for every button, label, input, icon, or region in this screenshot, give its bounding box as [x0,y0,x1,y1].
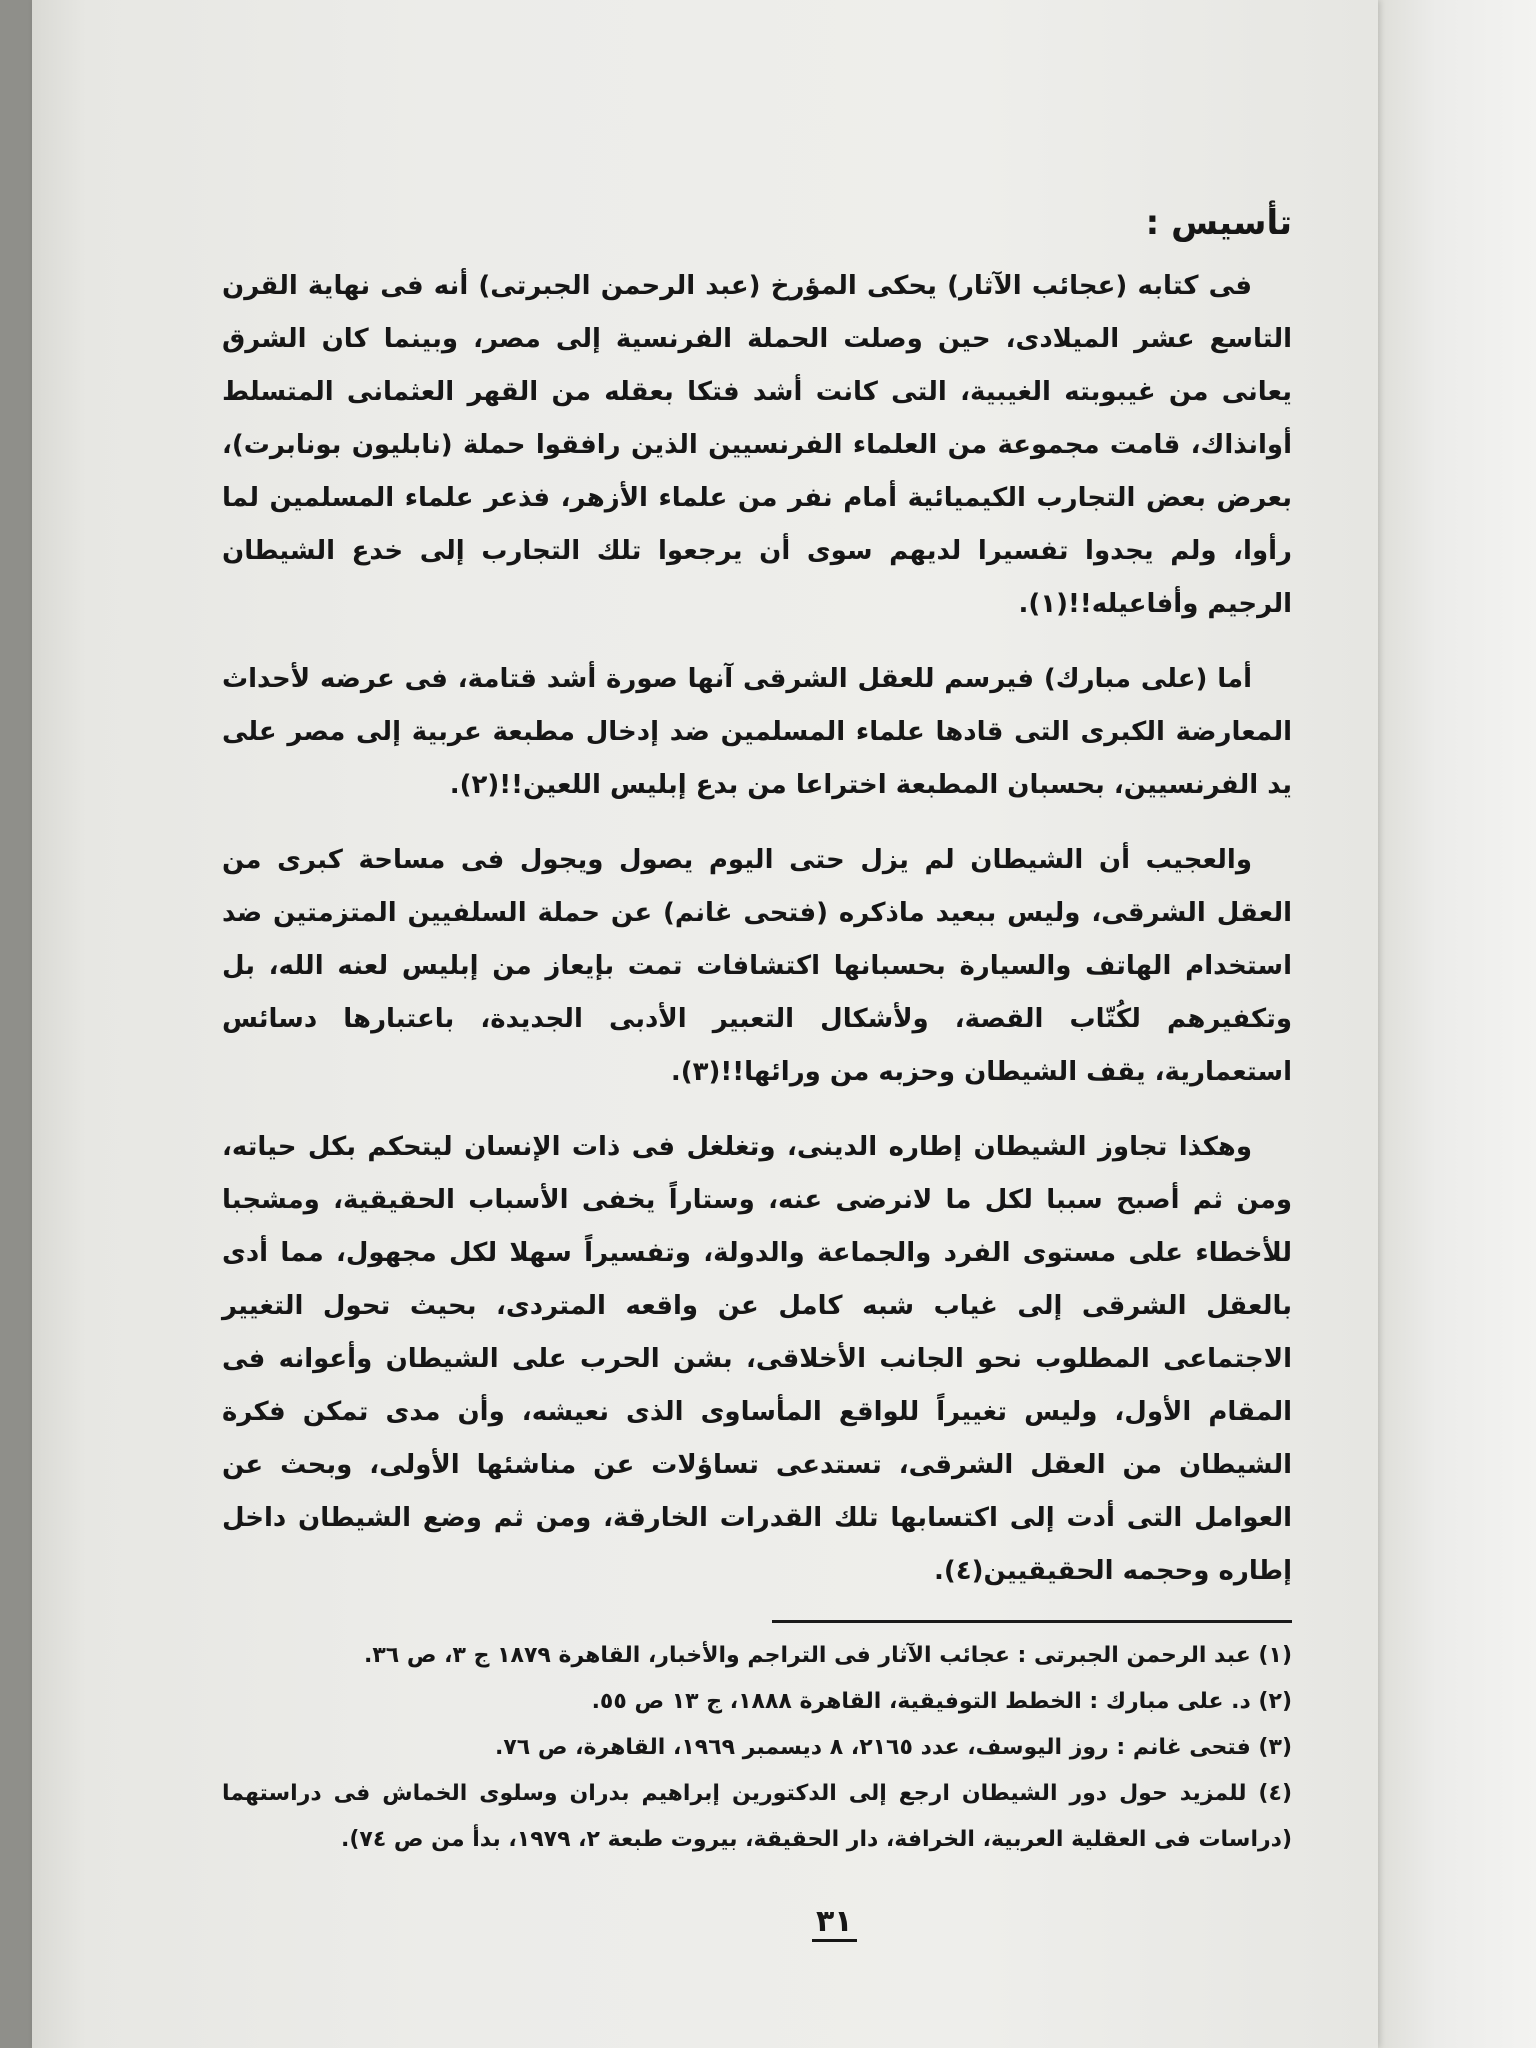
footnote-1: (١) عبد الرحمن الجبرتى : عجائب الآثار فى التراجم والأخبار، القاهرة ١٨٧٩ ج ٣، ص ٣٦. [363,1643,1292,1668]
paragraph-4: وهكذا تجاوز الشيطان إطاره الدينى، وتغلغل فى ذات الإنسان ليتحكم بكل حياته، ومن ثم أصبح سببا لكل ما لانرضى عنه، وستاراً يخفى الأسباب الحقيقية، ومشجبا للأخطاء على مستوى الفرد والجماعة والدولة، وتفسيراً سهلا لكل مجهول، مما أدى بالعقل الشرقى إلى غياب شبه كامل عن واقعه المتردى، بحيث تحول التغيير الاجتماعى المطلوب نحو الجانب الأخلاقى، بشن الحرب على الشيطان وأعوانه فى المقام الأول، وليس تغييراً للواقع المأساوى الذى نعيشه، وأن مدى تمكن فكرة الشيطان من العقل الشرقى، تستدعى تساؤلات عن مناشئها الأولى، وبحث عن العوامل التى أدت إلى اكتسابها تلك القدرات الخارقة، ومن ثم وضع الشيطان داخل إطاره وحجمه الحقيقيين(٤). [222,1132,1292,1586]
paragraph-1: فى كتابه (عجائب الآثار) يحكى المؤرخ (عبد الرحمن الجبرتى) أنه فى نهاية القرن التاسع عشر الميلادى، حين وصلت الحملة الفرنسية إلى مصر، وبينما كان الشرق يعانى من غيبوبته الغيبية، التى كانت أشد فتكا بعقله من القهر العثمانى المتسلط أوانذاك، قامت مجموعة من العلماء الفرنسيين الذين رافقوا حملة (نابليون بونابرت)، بعرض بعض التجارب الكيميائية أمام نفر من علماء الأزهر، فذعر علماء المسلمين لما رأوا، ولم يجدوا تفسيرا لديهم سوى أن يرجعوا تلك التجارب إلى خدع الشيطان الرجيم وأفاعيله!!(١). [222,271,1292,619]
paragraph-2: أما (على مبارك) فيرسم للعقل الشرقى آنها صورة أشد قتامة، فى عرضه لأحداث المعارضة الكبرى التى قادها علماء المسلمين ضد إدخال مطبعة عربية إلى مصر على يد الفرنسيين، بحسبان المطبعة اختراعا من بدع إبليس اللعين!!(٢). [222,664,1292,800]
paragraph-3: والعجيب أن الشيطان لم يزل حتى اليوم يصول ويجول فى مساحة كبرى من العقل الشرقى، وليس ببعيد ماذكره (فتحى غانم) عن حملة السلفيين المتزمتين ضد استخدام الهاتف والسيارة بحسبانها اكتشافات تمت بإيعاز من إبليس لعنه الله، بل وتكفيرهم لكُتّاب القصة، ولأشكال التعبير الأدبى الجديدة، باعتبارها دسائس استعمارية، يقف الشيطان وحزبه من ورائها!!(٣). [222,845,1292,1087]
book-page [32,0,1378,2048]
section-heading: تأسيس : [1145,203,1292,243]
footnote-divider [772,1620,1292,1623]
footnote-2: (٢) د. على مبارك : الخطط التوفيقية، القاهرة ١٨٨٨، ج ١٣ ص ٥٥. [591,1689,1292,1714]
background-right [1370,0,1536,2048]
footnote-3: (٣) فتحى غانم : روز اليوسف، عدد ٢١٦٥، ٨ ديسمبر ١٩٦٩، القاهرة، ص ٧٦. [495,1735,1292,1760]
page-number: ٣١ [812,1905,857,1942]
footnote-4: (٤) للمزيد حول دور الشيطان ارجع إلى الدكتورين إبراهيم بدران وسلوى الخماش فى دراستهما (دراسات فى العقلية العربية، الخرافة، دار الحقيقة، بيروت طبعة ٢، ١٩٧٩، بدأ من ص ٧٤). [222,1781,1292,1852]
page-content [222,200,1292,1863]
